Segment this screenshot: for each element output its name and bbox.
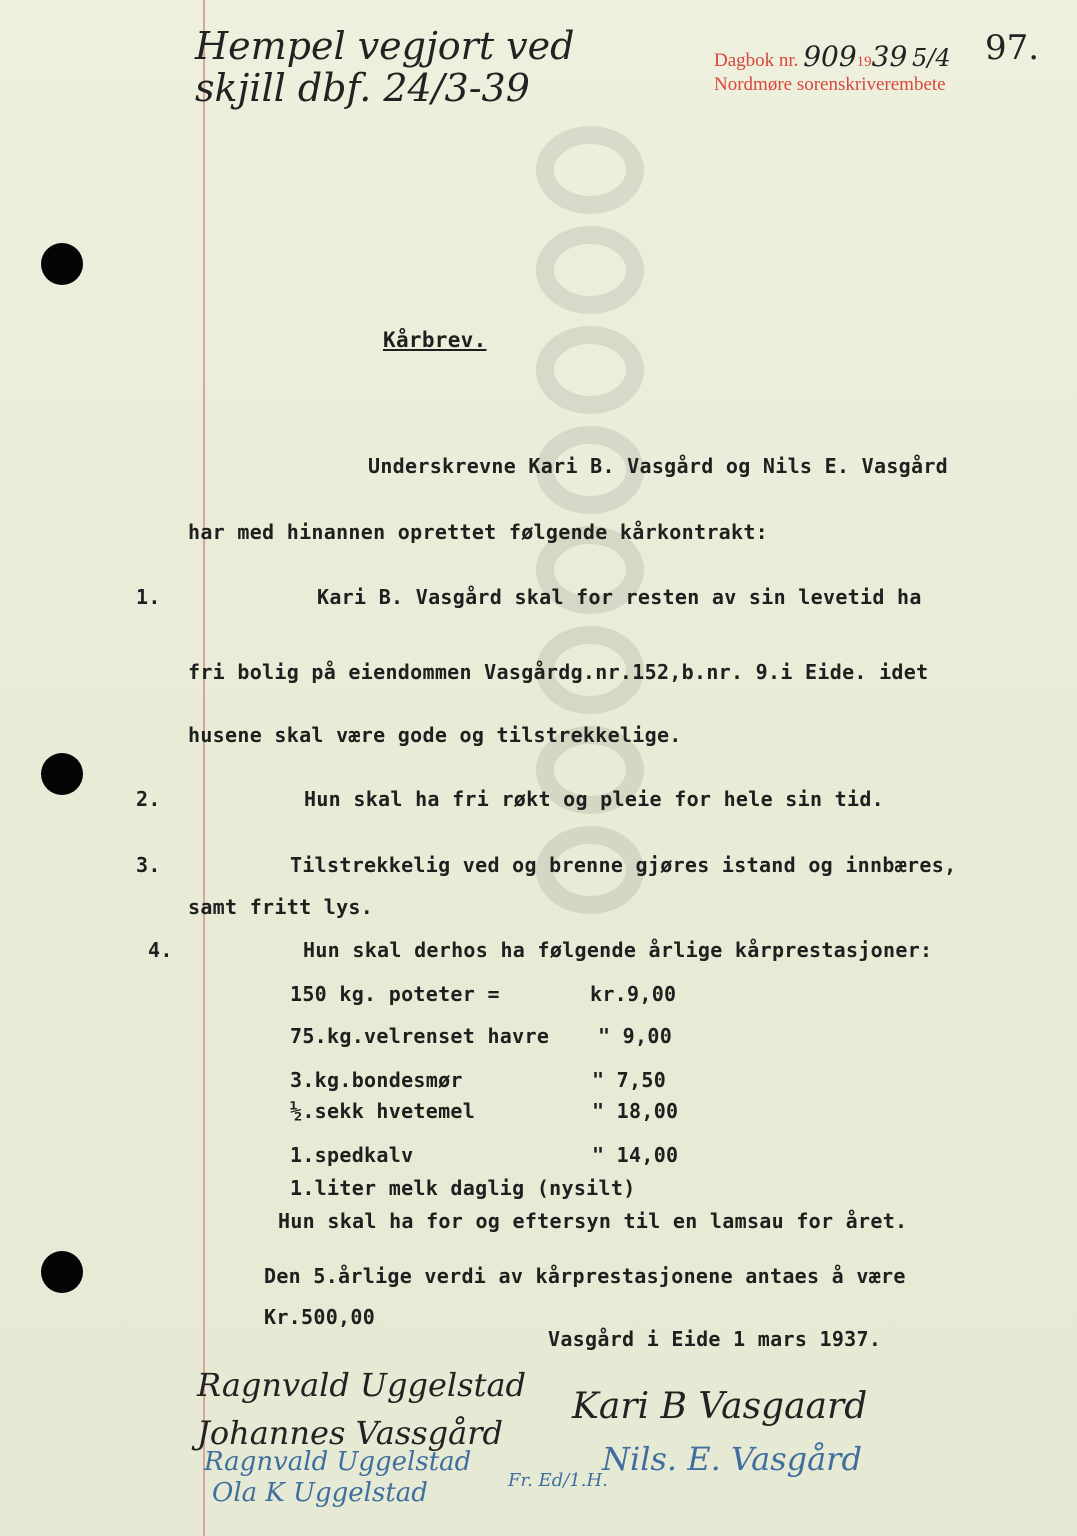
provision-item: 75.kg.velrenset havre: [290, 1024, 550, 1048]
item-3-number: 3.: [136, 853, 161, 877]
provision-price: kr.9,00: [590, 982, 677, 1006]
stamp-year-suffix: 39: [871, 40, 908, 73]
provision-item: 150 kg. poteter =: [290, 982, 500, 1006]
sheep-line: Hun skal ha for og eftersyn til en lamsau for året.: [278, 1209, 908, 1233]
item-1-line1: Kari B. Vasgård skal for resten av sin levetid ha: [317, 585, 922, 609]
item-3-line1: Tilstrekkelig ved og brenne gjøres istand og innbæres,: [290, 853, 957, 877]
stamp-year-prefix: 19: [856, 54, 872, 70]
place-date: Vasgård i Eide 1 mars 1937.: [548, 1327, 882, 1351]
stamp-number: 909: [803, 40, 857, 73]
provision-price: " 14,00: [592, 1143, 679, 1167]
intro-line1: Underskrevne Kari B. Vasgård og Nils E. Vasgård: [368, 454, 949, 478]
handwritten-note-line1: Hempel vegjort ved: [195, 24, 575, 68]
item-2-line1: Hun skal ha fri røkt og pleie for hele sin tid.: [304, 787, 885, 811]
provision-item: ½.sekk hvetemel: [290, 1099, 476, 1123]
document-title: Kårbrev.: [383, 328, 487, 352]
item-1-line3: husene skal være gode og tilstrekkelige.: [188, 723, 682, 747]
provision-item: 3.kg.bondesmør: [290, 1068, 463, 1092]
provision-item: 1.spedkalv: [290, 1143, 414, 1167]
stamp-date: 5/4: [912, 44, 951, 72]
margin-rule: [203, 0, 205, 1536]
item-1-number: 1.: [136, 585, 161, 609]
value-line1: Den 5.årlige verdi av kårprestasjonene antaes å være: [264, 1264, 906, 1288]
page-number: 97.: [985, 28, 1040, 68]
punch-hole-bottom: [41, 1251, 83, 1293]
provision-item: 1.liter melk daglig (nysilt): [290, 1176, 636, 1200]
witness-signature-3: Ola K Uggelstad: [212, 1478, 428, 1508]
item-1-line2: fri bolig på eiendommen Vasgårdg.nr.152,b.nr. 9.i Eide. idet: [188, 660, 929, 684]
punch-hole-top: [41, 243, 83, 285]
provision-price: " 7,50: [592, 1068, 667, 1092]
registry-stamp: [714, 40, 951, 73]
stamp-office: Nordmøre sorenskriverembete: [714, 74, 946, 95]
item-4-line1: Hun skal derhos ha følgende årlige kårprestasjoner:: [303, 938, 933, 962]
party-signature-2: Nils. E. Vasgård: [602, 1440, 862, 1478]
provision-price: " 9,00: [598, 1024, 673, 1048]
intro-line2: har med hinannen oprettet følgende kårkontrakt:: [188, 520, 769, 544]
item-3-line2: samt fritt lys.: [188, 895, 374, 919]
value-line2: Kr.500,00: [264, 1305, 376, 1329]
witness-signature-1-repeat: Ragnvald Uggelstad: [204, 1447, 472, 1477]
punch-hole-middle: [41, 753, 83, 795]
item-2-number: 2.: [136, 787, 161, 811]
stamp-prefix: Dagbok nr.: [714, 50, 799, 71]
witness-signature-1: Ragnvald Uggelstad: [197, 1366, 526, 1404]
party-signature-1: Kari B Vasgaard: [572, 1386, 868, 1427]
authentication-note: Fr. Ed/1.H.: [508, 1470, 608, 1491]
handwritten-note-line2: skjill dbf. 24/3-39: [195, 66, 530, 110]
item-4-number: 4.: [148, 938, 173, 962]
provision-price: " 18,00: [592, 1099, 679, 1123]
witness-signature-2: Johannes Vassgård: [197, 1414, 503, 1452]
